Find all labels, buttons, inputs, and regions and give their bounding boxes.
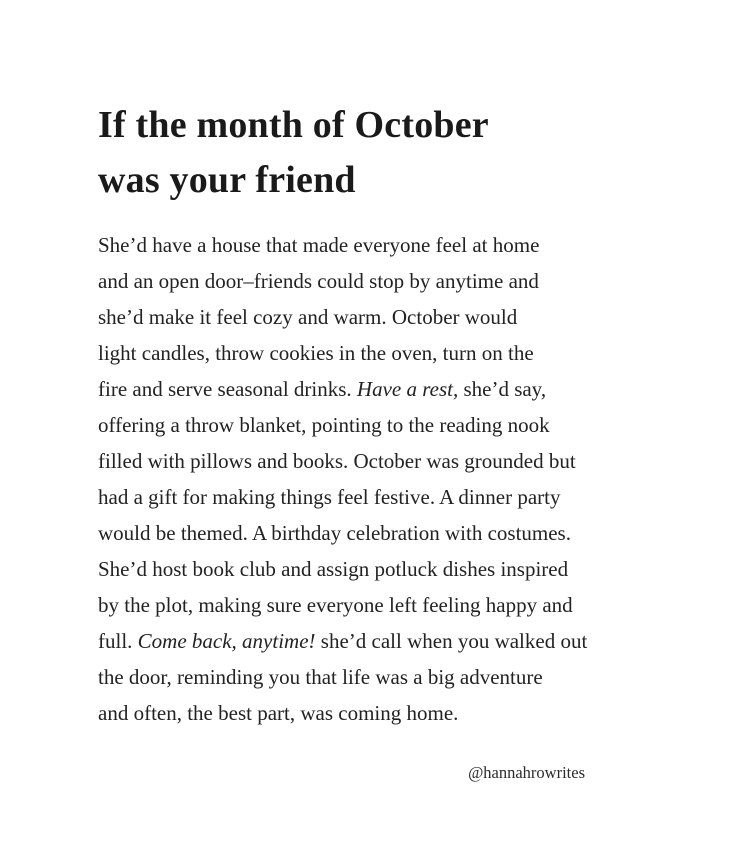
body-line-text: fire and serve seasonal drinks. — [98, 377, 357, 401]
body-line-italic: Come back, anytime! — [137, 629, 316, 653]
body-line-text: and an open door–friends could stop by anytime and — [98, 269, 539, 293]
body-line — [98, 227, 698, 263]
body-line-text: she’d make it feel cozy and warm. October would — [98, 305, 518, 329]
body-line-text: she’d call when you walked out — [315, 629, 588, 653]
body-line — [98, 335, 698, 371]
body-line-text: offering a throw blanket, pointing to the reading nook — [98, 413, 550, 437]
body-line-italic: Have a rest, — [356, 377, 459, 401]
author-handle: @hannahrowrites — [468, 763, 585, 782]
body-line-text: filled with pillows and books. October was grounded but — [98, 449, 576, 473]
body-line — [98, 587, 698, 623]
body-line — [98, 515, 698, 551]
body-line — [98, 695, 698, 731]
body-line — [98, 371, 698, 407]
body-text — [98, 227, 698, 731]
body-line — [98, 551, 698, 587]
body-line — [98, 659, 698, 695]
body-line-text: would be themed. A birthday celebration with costumes. — [98, 521, 571, 545]
title-line-2: was your friend — [98, 159, 356, 201]
body-line — [98, 479, 698, 515]
body-line — [98, 299, 698, 335]
body-line-text: had a gift for making things feel festive. A dinner party — [98, 485, 561, 509]
title-line-1: If the month of October — [98, 104, 489, 146]
body-line — [98, 623, 698, 659]
body-line — [98, 263, 698, 299]
body-line-text: light candles, throw cookies in the oven, turn on the — [98, 341, 534, 365]
body-line-text: full. — [98, 629, 138, 653]
body-line-text: and often, the best part, was coming home. — [98, 701, 459, 725]
body-line-text: by the plot, making sure everyone left feeling happy and — [98, 593, 573, 617]
body-line — [98, 443, 698, 479]
body-line-text: she’d say, — [458, 377, 547, 401]
body-line-text: She’d host book club and assign potluck dishes inspired — [98, 557, 569, 581]
body-line — [98, 407, 698, 443]
page-title — [98, 98, 658, 208]
body-line-text: the door, reminding you that life was a big adventure — [98, 665, 543, 689]
body-line-text: She’d have a house that made everyone feel at home — [98, 233, 540, 257]
